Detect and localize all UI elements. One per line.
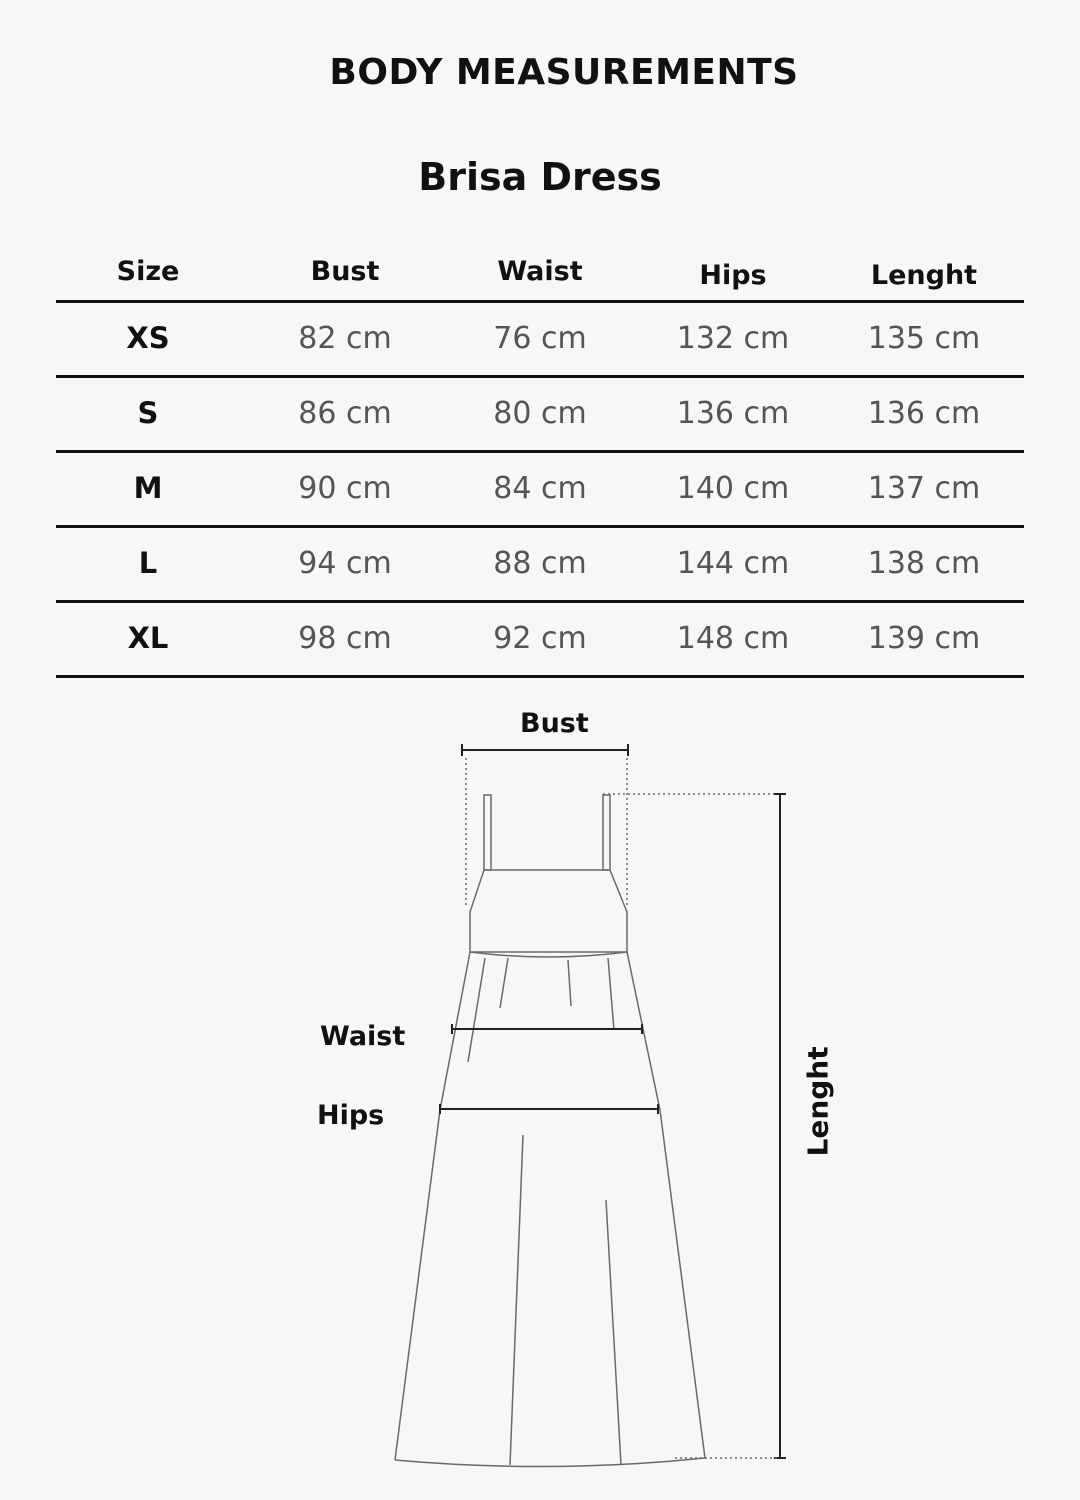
size-table — [56, 250, 1024, 678]
bust-label: Bust — [520, 708, 589, 739]
bust-cell: 86 cm — [298, 396, 392, 431]
size-cell: L — [138, 546, 158, 580]
hips-cell: 132 cm — [676, 321, 790, 356]
table-row — [56, 450, 1024, 525]
length-label: Lenght — [801, 1046, 835, 1157]
column-header-waist: Waist — [497, 256, 583, 287]
hips-cell: 144 cm — [676, 546, 790, 581]
bust-cell: 82 cm — [298, 321, 392, 356]
length-cell: 135 cm — [867, 321, 981, 356]
waist-cell: 92 cm — [493, 621, 587, 656]
column-header-bust: Bust — [310, 256, 380, 287]
length-cell: 136 cm — [867, 396, 981, 431]
waist-label: Waist — [320, 1021, 406, 1052]
table-row — [56, 300, 1024, 375]
size-cell: XS — [126, 321, 170, 355]
hips-label: Hips — [317, 1100, 385, 1131]
size-cell: S — [137, 396, 159, 430]
bust-cell: 90 cm — [298, 471, 392, 506]
length-cell: 139 cm — [867, 621, 981, 656]
waist-cell: 88 cm — [493, 546, 587, 581]
table-row — [56, 525, 1024, 600]
waist-cell: 84 cm — [493, 471, 587, 506]
bust-cell: 98 cm — [298, 621, 392, 656]
table-row — [56, 375, 1024, 450]
hips-cell: 136 cm — [676, 396, 790, 431]
column-header-hips: Hips — [699, 260, 767, 291]
product-name: Brisa Dress — [418, 155, 662, 199]
hips-cell: 140 cm — [676, 471, 790, 506]
waist-cell: 80 cm — [493, 396, 587, 431]
size-cell: XL — [127, 621, 169, 655]
column-header-length: Lenght — [870, 260, 978, 291]
length-cell: 137 cm — [867, 471, 981, 506]
table-row — [56, 600, 1024, 678]
length-cell: 138 cm — [867, 546, 981, 581]
column-header-size: Size — [116, 256, 180, 287]
waist-cell: 76 cm — [493, 321, 587, 356]
bust-cell: 94 cm — [298, 546, 392, 581]
table-header — [56, 250, 1024, 300]
page-title: BODY MEASUREMENTS — [329, 52, 799, 93]
dress-outline-icon — [0, 690, 1080, 1500]
dress-measurement-diagram — [0, 690, 1080, 1500]
size-cell: M — [133, 471, 163, 505]
hips-cell: 148 cm — [676, 621, 790, 656]
